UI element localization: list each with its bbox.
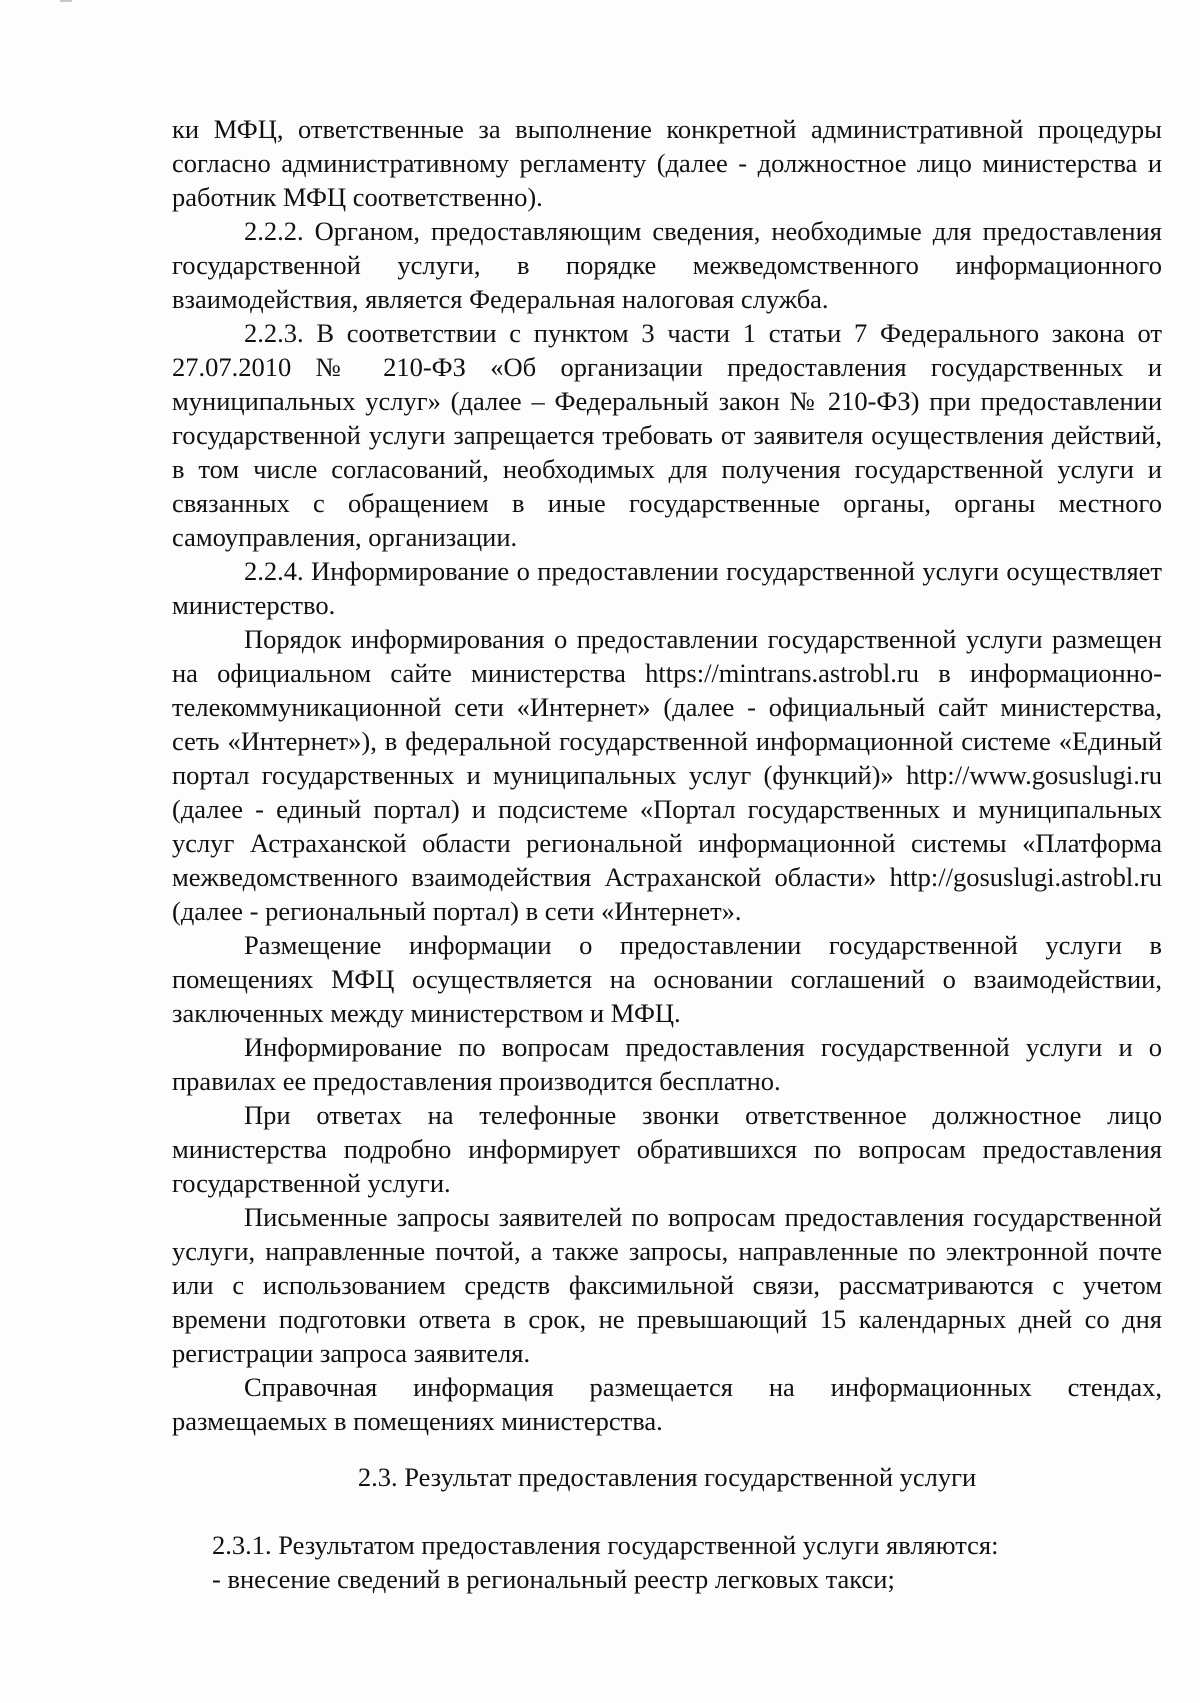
paragraph-2-2-2: 2.2.2. Органом, предоставляющим сведения, необходимые для предоставления государственной услуги, в порядке межведомственного информационного взаимодействия, является Федеральная налоговая служба. (172, 216, 1162, 314)
document-body (172, 112, 1162, 1596)
scan-edge-mark (60, 0, 72, 2)
paragraph-reference-info: Справочная информация размещается на информационных стендах, размещаемых в помещениях министерства. (172, 1372, 1162, 1436)
paragraph-mfc-placement: Размещение информации о предоставлении государственной услуги в помещениях МФЦ осуществляется на основании соглашений о взаимодействии, заключенных между министерством и МФЦ. (172, 930, 1162, 1028)
section-heading-2-3: 2.3. Результат предоставления государственной услуги (357, 1462, 977, 1492)
result-item: - внесение сведений в региональный реестр легковых такси; (212, 1564, 895, 1594)
paragraph-free-informing: Информирование по вопросам предоставления государственной услуги и о правилах ее предоставления производится бесплатно. (172, 1032, 1162, 1096)
paragraph-mfc-staff: ки МФЦ, ответственные за выполнение конкретной административной процедуры согласно административному регламенту (далее - должностное лицо министерства и работник МФЦ соответственно). (172, 114, 1162, 212)
result-list (212, 1528, 1162, 1596)
paragraph-informing-order: Порядок информирования о предоставлении государственной услуги размещен на официальном сайте министерства https://mintrans.astrobl.ru в информационно-телекоммуникационной сети «Интернет» (далее - официальный сайт министерства, сеть «Интернет»), в федеральной государственной информационной системе «Единый портал государственных и муниципальных услуг (функций)» http://www.gosuslugi.ru (далее - единый портал) и подсистеме «Портал государственных и муниципальных услуг Астраханской области региональной информационной системы «Платформа межведомственного взаимодействия Астраханской области» http://gosuslugi.astrobl.ru (далее - региональный портал) в сети «Интернет». (172, 624, 1162, 926)
paragraph-phone-calls: При ответах на телефонные звонки ответственное должностное лицо министерства подробно информирует обратившихся по вопросам предоставления государственной услуги. (172, 1100, 1162, 1198)
result-intro: 2.3.1. Результатом предоставления государственной услуги являются: (212, 1530, 999, 1560)
paragraph-written-requests: Письменные запросы заявителей по вопросам предоставления государственной услуги, направленные почтой, а также запросы, направленные по электронной почте или с использованием средств факсимильной связи, рассматриваются с учетом времени подготовки ответа в срок, не превышающий 15 календарных дней со дня регистрации запроса заявителя. (172, 1202, 1162, 1368)
paragraph-2-2-3: 2.2.3. В соответствии с пунктом 3 части 1 статьи 7 Федерального закона от 27.07.2010 № 210-ФЗ «Об организации предоставления государственных и муниципальных услуг» (далее – Федеральный закон № 210-ФЗ) при предоставлении государственной услуги запрещается требовать от заявителя осуществления действий, в том числе согласований, необходимых для получения государственной услуги и связанных с обращением в иные государственные органы, органы местного самоуправления, организации. (172, 318, 1162, 552)
paragraph-2-2-4: 2.2.4. Информирование о предоставлении государственной услуги осуществляет министерство. (172, 556, 1162, 620)
